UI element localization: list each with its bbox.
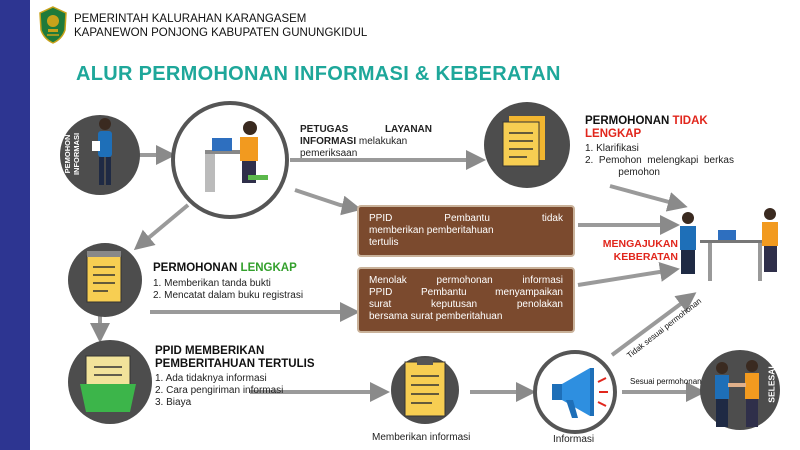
list-item: 1. Klarifikasi <box>585 143 639 154</box>
box-tidak-line2: memberikan pemberitahuan <box>369 225 494 236</box>
keberatan-text <box>578 238 678 264</box>
pemohon-label-line2: INFORMASI <box>72 132 81 176</box>
lengkap-list <box>153 278 353 302</box>
tidak-lengkap-title-red: TIDAK <box>672 115 708 127</box>
lengkap-title-green: LENGKAP <box>240 262 297 274</box>
page-title: ALUR PERMOHONAN INFORMASI & KEBERATAN <box>76 63 561 85</box>
list-item: 1. Memberikan tanda bukti <box>153 278 271 289</box>
notepad-icon <box>87 251 121 302</box>
lengkap-title-black: PERMOHONAN <box>153 262 238 274</box>
arrow-tidak-sesuai <box>612 297 690 355</box>
box-tidak-line1: PPID Pembantu tidak <box>369 213 563 224</box>
document-stack-icon <box>503 116 545 166</box>
list-item: 2. Pemohon melengkapi berkas <box>585 155 734 166</box>
box-menolak-line4: bersama surat pemberitahuan <box>369 311 503 322</box>
lengkap-node <box>68 243 142 317</box>
list-item: pemohon <box>604 167 660 178</box>
list-item: 2. Cara pengiriman informasi <box>155 385 284 396</box>
arrow-petugas-to-lengkap <box>140 205 188 245</box>
sesuai-label: Sesuai permohonan <box>630 377 702 386</box>
tidak-lengkap-node <box>484 102 570 188</box>
keberatan-line1: MENGAJUKAN <box>602 238 678 250</box>
pemohon-label-line1: PEMOHON <box>63 134 72 174</box>
megaphone-node <box>535 352 615 432</box>
lengkap-text <box>153 262 353 302</box>
memberikan-informasi-label: Memberikan informasi <box>372 432 471 443</box>
tidak-lengkap-text <box>585 115 785 179</box>
selesai-label: SELESAI <box>766 366 777 403</box>
list-item: 1. Ada tidaknya informasi <box>155 373 267 384</box>
ppid-title2: PEMBERITAHUAN TERTULIS <box>155 358 315 370</box>
petugas-text <box>300 124 432 160</box>
petugas-line3: pemeriksaan <box>300 148 358 159</box>
tidak-lengkap-list <box>585 143 785 179</box>
two-people-meeting-icon <box>680 208 778 281</box>
box-menolak <box>357 267 575 333</box>
informasi-label: Informasi <box>553 434 595 445</box>
petugas-node <box>173 103 287 217</box>
ppid-text <box>155 345 375 409</box>
keberatan-line2: KEBERATAN <box>613 251 678 263</box>
petugas-line1: PETUGAS LAYANAN <box>300 124 432 135</box>
arrow-petugas-to-box-tidak <box>295 190 354 208</box>
tidak-lengkap-title-black: PERMOHONAN <box>585 115 670 127</box>
folder-icon <box>80 356 136 412</box>
box-menolak-line2: PPID Pembantu menyampaikan <box>369 287 563 298</box>
clipboard-node <box>391 356 459 424</box>
gov-name-line2: KAPANEWON PONJONG KABUPATEN GUNUNGKIDUL <box>74 27 368 39</box>
ppid-list <box>155 373 375 409</box>
box-menolak-line1: Menolak permohonan informasi <box>369 275 563 286</box>
ppid-title1: PPID MEMBERIKAN <box>155 345 265 357</box>
list-item: 2. Mencatat dalam buku registrasi <box>153 290 304 301</box>
tidak-lengkap-title-red2: LENGKAP <box>585 128 642 140</box>
arrow-tidaklengkap-to-keberatan <box>610 186 680 205</box>
gov-name-line1: PEMERINTAH KALURAHAN KARANGASEM <box>74 13 307 25</box>
petugas-line2-rest: melakukan <box>356 136 408 147</box>
tidak-sesuai-label: Tidak sesuai permohonan <box>625 296 704 361</box>
clipboard-icon <box>405 358 445 416</box>
list-item: 3. Biaya <box>155 397 192 408</box>
box-menolak-line3: surat keputusan penolakan <box>369 299 563 310</box>
pemohon-label <box>63 132 81 176</box>
box-tidak-line3: tertulis <box>369 237 399 248</box>
box-tidak-memberikan <box>357 205 575 257</box>
arrow-box-menolak-to-keberatan <box>578 270 672 285</box>
petugas-line2-bold: INFORMASI <box>300 136 357 147</box>
ppid-node <box>68 340 152 424</box>
